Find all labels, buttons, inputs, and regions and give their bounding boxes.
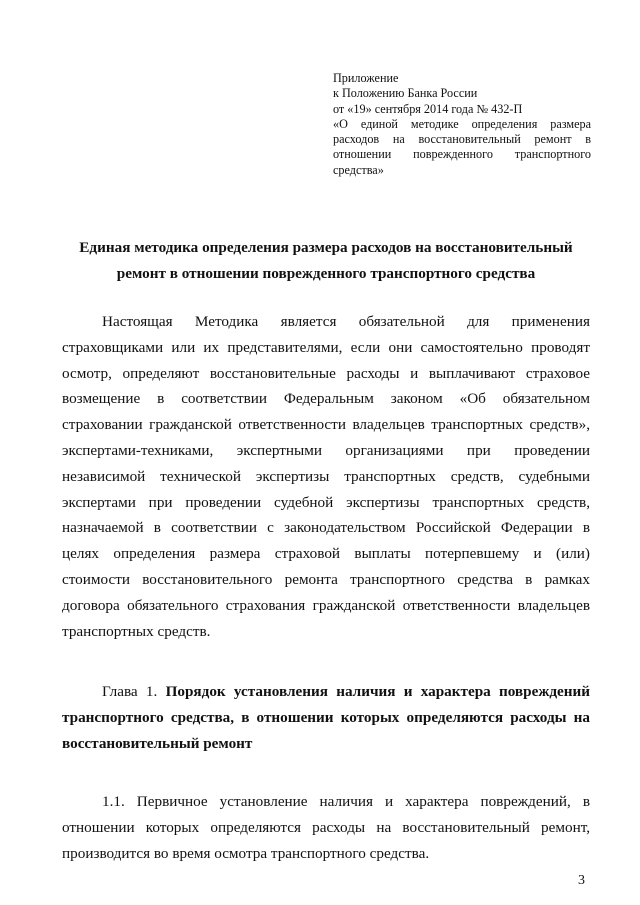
paragraph-line: экспертами при проведении судебной экспертизы транспортных средств, — [62, 493, 590, 511]
paragraph-line: страховании гражданской ответственности владельцев транспортных средств», — [62, 416, 590, 434]
chapter-title-part: транспортного средства, в отношении которых определяются расходы на — [62, 708, 590, 726]
annex-line: средства» — [333, 162, 384, 177]
paragraph-line: 1.1. Первичное установление наличия и характера повреждений, в — [102, 793, 590, 810]
chapter-prefix: Глава 1. — [102, 683, 158, 700]
annex-line: расходов на восстановительный ремонт в — [333, 132, 591, 147]
paragraph-line: осмотр, определяют восстановительные расходы и выплачивают страховое — [62, 364, 590, 382]
chapter-heading — [62, 679, 590, 756]
paragraph-line: договора обязательного страхования гражданской ответственности владельцев — [62, 596, 590, 614]
paragraph-line: экспертами-техниками, экспертными организациями при проведении — [62, 441, 590, 459]
annex-line: Приложение — [333, 71, 399, 85]
paragraph-line: отношении которых определяются расходы на восстановительный ремонт, — [62, 818, 590, 836]
paragraph-line: производится во время осмотра транспортного средства. — [62, 844, 430, 862]
annex-line: от «19» сентября 2014 года № 432-П — [333, 101, 523, 116]
document-title — [62, 235, 590, 287]
section-1-1 — [62, 789, 590, 866]
paragraph-line: назначаемой в соответствии с законодательством Российской Федерации в — [62, 519, 590, 537]
annex-line: к Положению Банка России — [333, 86, 478, 101]
chapter-title-part: Порядок установления наличия и характера повреждений — [165, 683, 591, 700]
page-number: 3 — [578, 873, 585, 888]
paragraph-line: независимой технической экспертизы транспортных средств, судебными — [62, 467, 590, 485]
annex-line: «О единой методике определения размера — [333, 116, 591, 131]
title-line: ремонт в отношении поврежденного транспортного средства — [116, 265, 536, 282]
paragraph-line: Настоящая Методика является обязательной для применения — [102, 313, 590, 330]
chapter-title-part: восстановительный ремонт — [62, 734, 253, 752]
paragraph-line: стоимости восстановительного ремонта транспортного средства в рамках — [62, 570, 590, 588]
intro-paragraph — [62, 309, 590, 644]
annex-line: отношении поврежденного транспортного — [333, 147, 591, 162]
paragraph-line: возмещение в соответствии Федеральным законом «Об обязательном — [62, 390, 590, 408]
paragraph-line: транспортных средств. — [62, 622, 211, 640]
paragraph-line: страховщиками или их представителями, если они самостоятельно проводят — [62, 338, 590, 356]
paragraph-line: целях определения размера страховой выплаты потерпевшему и (или) — [62, 545, 590, 563]
chapter-heading-line — [62, 679, 590, 705]
annex-block — [333, 71, 591, 178]
title-line: Единая методика определения размера расходов на восстановительный — [79, 239, 573, 256]
